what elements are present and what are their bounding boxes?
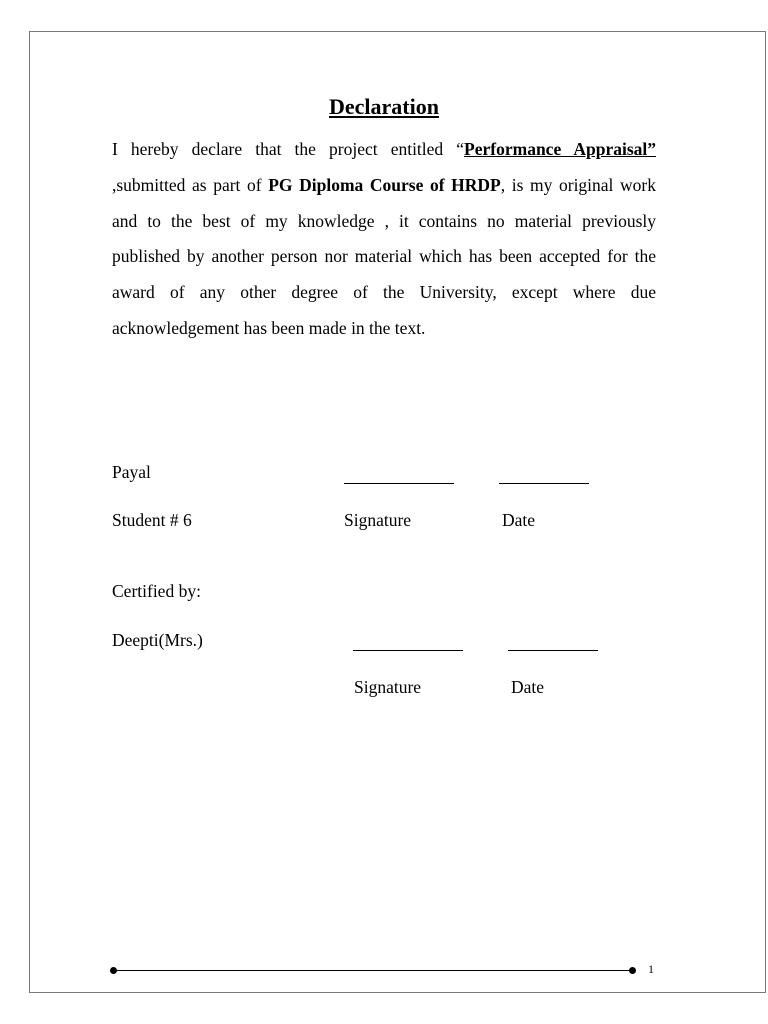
certifier-signature-label: Signature — [354, 677, 422, 697]
project-title: Performance Appraisal” — [464, 139, 656, 159]
course-name: PG Diploma Course of HRDP — [268, 174, 501, 195]
certifier-date-label: Date — [511, 677, 545, 697]
student-date-label: Date — [502, 510, 536, 530]
certifier-signature-line — [353, 650, 463, 651]
footer-rule — [114, 970, 632, 971]
certified-by-label: Certified by: — [112, 581, 201, 601]
student-number: Student # 6 — [112, 510, 192, 530]
student-date-line — [499, 483, 589, 484]
paragraph-part-2: ,submitted as part of — [112, 174, 269, 195]
student-signature-line — [344, 483, 454, 484]
declaration-paragraph — [112, 132, 656, 347]
paragraph-part-3: , is my original work and to the best of my knowledge , it contains no material previously published by another person nor material which has been accepted for the award of any other degree of the University, except where due acknowledgement has been made in the text. — [112, 174, 656, 338]
student-name: Payal — [112, 462, 151, 482]
footer-right-dot — [629, 967, 636, 974]
paragraph-part-1: I hereby declare that the project entitled “ — [112, 139, 465, 159]
student-signature-label: Signature — [344, 510, 412, 530]
page-title: Declaration — [329, 94, 439, 119]
certifier-date-line — [508, 650, 598, 651]
certifier-name: Deepti(Mrs.) — [112, 630, 203, 650]
page-number: 1 — [648, 962, 654, 976]
